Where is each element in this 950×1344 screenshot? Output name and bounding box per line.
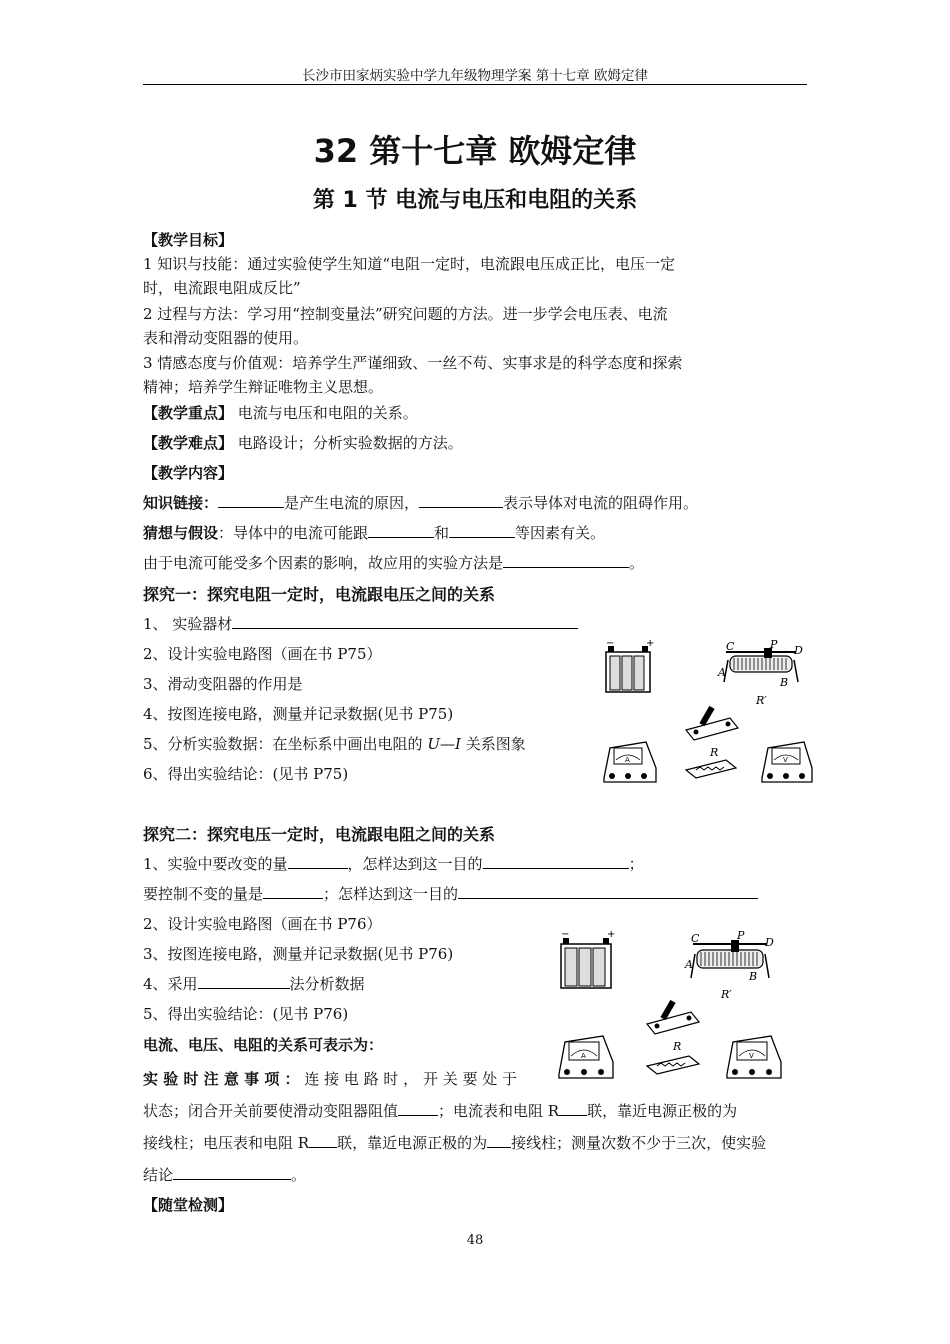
u-symbol: U <box>427 735 440 753</box>
blank-field[interactable] <box>449 523 515 538</box>
blank-field[interactable] <box>309 1133 337 1148</box>
label-a: A <box>685 958 693 971</box>
plus-label: + <box>607 929 616 940</box>
battery-icon <box>561 929 615 988</box>
label-b: B <box>749 970 758 983</box>
inquiry2-heading: 探究二：探究电压一定时，电流跟电阻之间的关系 <box>143 825 496 844</box>
voltmeter-icon <box>762 742 812 782</box>
objective-line-2: 时，电流跟电阻成反比” <box>143 279 301 297</box>
hypothesis <box>143 522 605 543</box>
blank-field[interactable] <box>483 854 629 869</box>
step-5-text: 5、分析实验数据：在坐标系中画出电阻的 <box>143 735 428 753</box>
inquiry1-step-6: 6、得出实验结论：(见书 P75) <box>143 765 349 783</box>
resistor-icon <box>647 1040 699 1074</box>
blank-field[interactable] <box>218 493 284 508</box>
objective-line-3: 2 过程与方法：学习用“控制变量法”研究问题的方法。进一步学会电压表、电流 <box>143 305 668 323</box>
method-text-2: 。 <box>629 554 645 572</box>
step-4b-text: 法分析数据 <box>289 975 365 993</box>
step-1c-text: ； <box>628 855 644 873</box>
label-d: D <box>794 644 803 657</box>
label-a: A <box>718 666 726 679</box>
minus-label: − <box>561 929 570 940</box>
label-p: P <box>737 929 745 942</box>
key-point-label: 【教学重点】 <box>143 404 234 422</box>
voltmeter-label: V <box>783 756 788 764</box>
header-rule <box>143 84 807 85</box>
dash: — <box>439 735 455 753</box>
notes-text-5: 接线柱；电压表和电阻 R <box>143 1134 310 1152</box>
knowledge-text-1: 是产生电流的原因， <box>284 494 420 512</box>
notes-text-1: 连 接 电 路 时 ， 开 关 要 处 于 <box>299 1070 518 1088</box>
step-1b-text: ，怎样达到这一目的 <box>347 855 483 873</box>
inquiry1-step-4: 4、按图连接电路，测量并记录数据(见书 P75) <box>143 705 454 723</box>
key-point <box>143 402 418 423</box>
label-d: D <box>765 936 774 949</box>
difficulty-text: 电路设计；分析实验数据的方法。 <box>233 434 463 452</box>
apparatus-figure-2 <box>555 928 785 1086</box>
step-5-text-end: 关系图象 <box>460 735 526 753</box>
hypothesis-text-1: ：导体中的电流可能跟 <box>218 524 369 542</box>
notes-text-8: 结论 <box>143 1166 174 1184</box>
blank-field[interactable] <box>503 553 629 568</box>
inquiry1-step-2: 2、设计实验电路图（画在书 P75） <box>143 645 382 663</box>
switch-icon <box>647 1000 699 1034</box>
method-text-1: 由于电流可能受多个因素的影响，故应用的实验方法是 <box>143 554 504 572</box>
method-line <box>143 552 644 573</box>
label-b: B <box>780 676 789 689</box>
page-number: 48 <box>466 1233 484 1248</box>
notes-line-2 <box>143 1100 737 1121</box>
check-heading: 【随堂检测】 <box>143 1196 234 1214</box>
inquiry2-step-1 <box>143 853 644 874</box>
running-header: 长沙市田家炳实验中学九年级物理学案 第十七章 欧姆定律 <box>301 68 649 84</box>
objective-line-1: 1 知识与技能：通过实验使学生知道“电阻一定时，电流跟电压成正比，电压一定 <box>143 255 675 273</box>
objective-line-5: 3 情感态度与价值观：培养学生严谨细致、一丝不苟、实事求是的科学态度和探索 <box>143 354 683 372</box>
label-rprime: R′ <box>756 694 767 707</box>
label-r: R <box>673 1040 682 1053</box>
notes-line-4 <box>143 1164 306 1185</box>
inquiry1-step-3: 3、滑动变阻器的作用是 <box>143 675 303 693</box>
difficulty <box>143 432 463 453</box>
inquiry1-heading: 探究一：探究电阻一定时，电流跟电压之间的关系 <box>143 585 496 604</box>
hypothesis-label: 猜想与假设 <box>143 524 219 542</box>
knowledge-link <box>143 492 698 513</box>
inquiry1-step-1 <box>143 613 578 634</box>
notes-text-7: 接线柱；测量次数不少于三次，使实验 <box>511 1134 767 1152</box>
notes-text-6: 联，靠近电源正极的为 <box>337 1134 488 1152</box>
content-heading: 【教学内容】 <box>143 464 234 482</box>
difficulty-label: 【教学难点】 <box>143 434 234 452</box>
switch-icon <box>686 706 738 740</box>
knowledge-label: 知识链接： <box>143 494 219 512</box>
label-rprime: R′ <box>721 988 732 1001</box>
blank-field[interactable] <box>419 493 503 508</box>
inquiry1-step-5 <box>143 733 526 754</box>
chapter-title: 32 第十七章 欧姆定律 <box>313 132 637 170</box>
step-1d-text: 要控制不变的量是 <box>143 885 264 903</box>
blank-field[interactable] <box>398 1101 438 1116</box>
notes-text-3: ；电流表和电阻 R <box>438 1102 560 1120</box>
ammeter-label: A <box>581 1052 586 1060</box>
rheostat-icon <box>717 638 803 707</box>
blank-field[interactable] <box>458 884 758 899</box>
knowledge-text-2: 表示导体对电流的阻碍作用。 <box>503 494 699 512</box>
label-c: C <box>726 640 735 653</box>
resistor-icon <box>686 746 736 778</box>
battery-icon <box>606 638 654 692</box>
blank-field[interactable] <box>198 974 290 989</box>
label-p: P <box>770 638 778 651</box>
notes-label: 实 验 时 注 意 事 项 ： <box>143 1070 300 1088</box>
hypothesis-text-3: 等因素有关。 <box>515 524 606 542</box>
voltmeter-icon <box>727 1036 781 1078</box>
ammeter-label: A <box>625 756 630 764</box>
notes-line-1 <box>143 1068 517 1089</box>
rheostat-icon <box>684 929 774 1001</box>
blank-field[interactable] <box>173 1165 291 1180</box>
label-c: C <box>691 932 700 945</box>
objective-line-6: 精神；培养学生辩证唯物主义思想。 <box>143 378 384 396</box>
inquiry2-step-5: 5、得出实验结论：(见书 P76) <box>143 1005 349 1023</box>
inquiry2-step-3: 3、按图连接电路，测量并记录数据(见书 P76) <box>143 945 454 963</box>
i-symbol: I <box>454 735 461 753</box>
blank-field[interactable] <box>487 1133 511 1148</box>
key-point-text: 电流与电压和电阻的关系。 <box>233 404 418 422</box>
notes-text-2: 状态；闭合开关前要使滑动变阻器阻值 <box>143 1102 399 1120</box>
step-4a-text: 4、采用 <box>143 975 198 993</box>
objectives-heading: 【教学目标】 <box>143 231 234 249</box>
step-1a-text: 1、实验中要改变的量 <box>143 855 288 873</box>
notes-text-9: 。 <box>291 1166 307 1184</box>
notes-text-4: 联，靠近电源正极的为 <box>587 1102 738 1120</box>
minus-label: − <box>606 638 615 649</box>
apparatus-figure-1 <box>600 638 815 790</box>
blank-field[interactable] <box>559 1101 587 1116</box>
blank-field[interactable] <box>263 884 323 899</box>
label-r: R <box>710 746 719 759</box>
relation-line: 电流、电压、电阻的关系可表示为： <box>143 1036 384 1054</box>
inquiry2-step-1-cont <box>143 883 758 904</box>
ammeter-icon <box>559 1036 613 1078</box>
voltmeter-label: V <box>749 1052 754 1060</box>
step-1-text: 1、 实验器材 <box>143 615 233 633</box>
notes-line-3 <box>143 1132 766 1153</box>
blank-field[interactable] <box>368 523 434 538</box>
blank-field[interactable] <box>232 614 578 629</box>
ammeter-icon <box>604 742 656 782</box>
inquiry2-step-2: 2、设计实验电路图（画在书 P76） <box>143 915 382 933</box>
section-title: 第 1 节 电流与电压和电阻的关系 <box>312 188 638 213</box>
step-1e-text: ；怎样达到这一目的 <box>323 885 459 903</box>
plus-label: + <box>646 638 655 649</box>
blank-field[interactable] <box>288 854 348 869</box>
objective-line-4: 表和滑动变阻器的使用。 <box>143 329 309 347</box>
inquiry2-step-4 <box>143 973 365 994</box>
hypothesis-text-2: 和 <box>434 524 450 542</box>
